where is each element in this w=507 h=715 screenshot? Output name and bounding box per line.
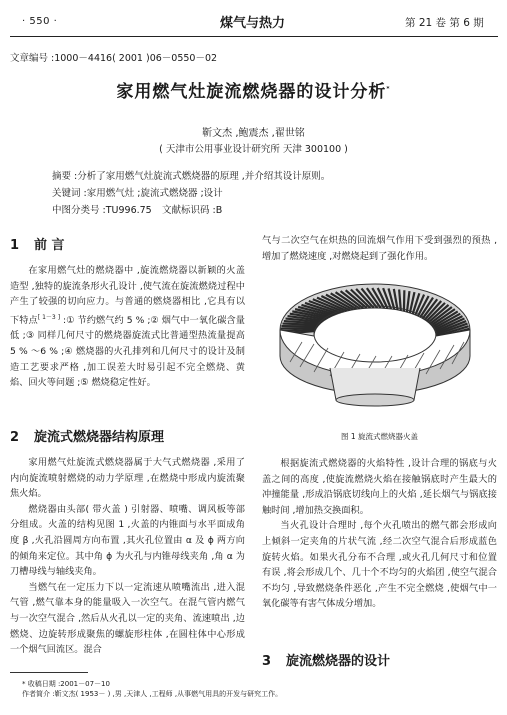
section1-title: 前 言 — [34, 238, 65, 253]
section3-heading — [262, 650, 390, 669]
volume-issue: 第 21 卷 第 6 期 — [405, 17, 484, 29]
right-column-top — [262, 233, 497, 264]
section1-heading — [10, 234, 65, 253]
affiliation: ( 天津市公用事业设计研究所 天津 300100 ) — [159, 144, 348, 155]
abstract-block — [52, 168, 330, 219]
keywords: 关键词 :家用燃气灶 ;旋流式燃烧器 ;设计 — [52, 188, 223, 199]
continued-paragraph: 气与二次空气在炽热的回流烟气作用下受到强烈的预热 ,增加了燃烧速度 ,对燃烧起到了强化作用。 — [262, 235, 497, 262]
section1-paragraph-cont: ① 节约燃气约 5 % ;② 烟气中一氧化碳含量低 ;③ 同样几何尺寸的燃烧器旋流式比普通型热流量提高 5 % ～6 % ;④ 燃烧器的火孔排列和几何尺寸的设计及制造工艺要求严格 ,加工误差大时易引起不完全燃烧、黄焰、回火等问题 ;⑤ 燃烧稳定性好。 — [10, 314, 245, 389]
figure-caption: 图 1 旋流式燃烧器火盖 — [340, 432, 419, 441]
document-code: 文献标识码 :B — [162, 205, 223, 216]
citation-mark: [ 1－3 ] — [37, 313, 61, 321]
right-column-body — [262, 456, 497, 612]
inner-cone-edge — [314, 306, 436, 362]
author-bio: 作者简介 :靳文杰( 1953－ ) ,男 ,天津人 ,工程师 ,从事燃气用具的开发与研究工作。 — [22, 690, 283, 698]
right-paragraph: 当火孔设计合理时 ,每个火孔喷出的燃气都会形成向上倾斜一定夹角的片状气流 ,经二次空气混合后形成蓝色旋转火焰。如果火孔分布不合理 ,或火孔几何尺寸和位置有误 ,将会形成几个、几十个不均匀的火焰团 ,使空气混合不均匀 ,导致燃烧条件恶化 ,产生不完全燃烧 ,使烟气中一氧化碳等有害气体成分增加。 — [262, 520, 497, 610]
classification-line — [52, 202, 330, 219]
right-paragraph: 根据旋流式燃烧器的火焰特性 ,设计合理的锅底与火盖之间的高度 ,使旋流燃烧火焰在接触锅底时产生最大的冲撞能量 ,形成沿锅底切线向上的火焰 ,延长烟气与锅底接触时间 ,增加热交换面积。 — [262, 458, 497, 516]
section2-heading — [10, 426, 164, 445]
page-number: · 550 · — [22, 16, 58, 27]
section2-paragraph: 家用燃气灶旋流式燃烧器属于大气式燃烧器 ,采用了内向旋流喷射燃烧的动力学原理 ,在燃烧中形成内旋流聚焦火焰。 — [10, 457, 245, 500]
section1-paragraph-text: 在家用燃气灶的燃烧器中 ,旋流燃烧器以新颖的火盖造型 ,独特的旋流条形火孔设计 ,使气流在旋流燃烧过程中产生了较强的切向应力。与普通的燃烧器相比 ,它具有以下特点 — [10, 265, 245, 326]
section2-title: 旋流式燃烧器结构原理 — [34, 430, 165, 445]
footnote-rule — [10, 672, 88, 673]
journal-name: 煤气与热力 — [220, 16, 286, 31]
title-footnote-mark: * — [386, 85, 391, 93]
section2-number: 2 — [10, 430, 20, 445]
footnote — [22, 679, 282, 699]
section2-paragraph: 燃烧器由头部( 带火盖 ) 引射器、喷嘴、调风板等部分组成。火盖的结构见图 1 ,火盖的内锥面与水平面成角度 β ,火孔沿圆周方向布置 ,其火孔位置由 α 及 ϕ 两方向的倾角来定位。其中角 ϕ 为火孔与内锥母线夹角 ,角 α 为刀槽母线与轴线夹角。 — [10, 503, 245, 578]
burner-cap-figure — [270, 272, 480, 408]
section2-body — [10, 455, 245, 658]
paper-title-text: 家用燃气灶旋流燃烧器的设计分析 — [116, 82, 387, 102]
section3-title: 旋流燃烧器的设计 — [286, 654, 391, 669]
section3-number: 3 — [262, 654, 272, 669]
paper-title — [0, 77, 507, 102]
section2-paragraph: 当燃气在一定压力下以一定流速从喷嘴流出 ,进入混气管 ,燃气靠本身的能量吸入一次空气。在混气管内燃气与一次空气混合 ,然后从火孔以一定的夹角、流速喷出 ,边燃烧、边旋转形成聚焦的螺旋形柱体 ,在圆柱体中心形成一个烟气回流区。混合 — [10, 581, 245, 656]
cap-base — [336, 394, 414, 406]
section1-number: 1 — [10, 238, 20, 253]
received-date: * 收稿日期 :2001－07－10 — [22, 680, 110, 688]
clc-number: 中图分类号 :TU996.75 — [52, 205, 152, 216]
section1-body — [10, 263, 245, 391]
section1-paragraph: 在家用燃气灶的燃烧器中 ,旋流燃烧器以新颖的火盖造型 ,独特的旋流条形火孔设计 ,使气流在旋流燃烧过程中产生了较强的切向应力。与普通的燃烧器相比 ,它具有以下特点[ 1－3 ] :① 节约燃气约 5 % ;② 烟气中一氧化碳含量低 ;③ 同样几何尺寸的燃烧器旋流式比普通型热流量提高 5 % ～6 % ;④ 燃烧器的火孔排列和几何尺寸的设计及制造工艺要求严格 ,加工误差大时易引起不完全燃烧、黄焰、回火等问题 ;⑤ 燃烧稳定性好。 — [10, 265, 245, 389]
article-id: 文章编号 :1000－4416( 2001 )06－0550－02 — [10, 53, 218, 64]
authors: 靳文杰 ,鲍震杰 ,翟世铭 — [202, 128, 305, 139]
header-rule — [10, 36, 498, 37]
flame-port-slot — [281, 328, 317, 329]
abstract-text: 摘要 :分析了家用燃气灶旋流式燃烧器的原理 ,并介绍其设计原则。 — [52, 171, 331, 182]
